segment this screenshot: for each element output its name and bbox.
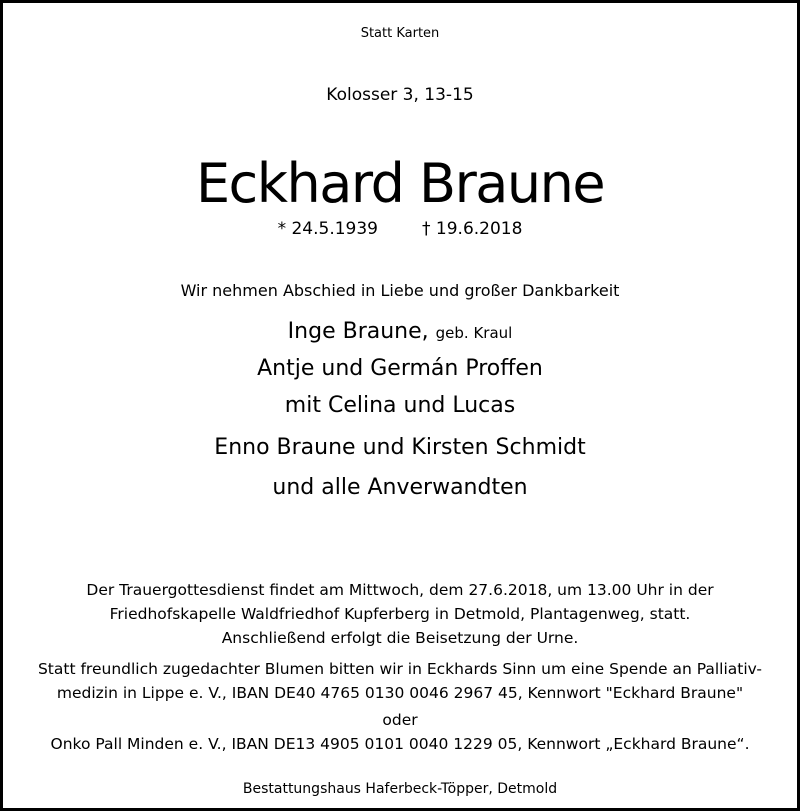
death-date: † 19.6.2018 (422, 219, 523, 239)
mourner-line: Enno Braune und Kirsten Schmidt (214, 435, 586, 460)
mourner-line: und alle Anverwandten (272, 475, 528, 500)
donation-info-line: Onko Pall Minden e. V., IBAN DE13 4905 0101 0040 1229 05, Kennwort „Eckhard Braune“. (50, 735, 750, 753)
donation-info-line: Statt freundlich zugedachter Blumen bitten wir in Eckhards Sinn um eine Spende an Palliativ- (37, 660, 763, 678)
mourner-line: Antje und Germán Proffen (257, 356, 543, 381)
mourner-line: mit Celina und Lucas (284, 393, 516, 418)
donation-info-line: medizin in Lippe e. V., IBAN DE40 4765 0130 0046 2967 45, Kennwort "Eckhard Braune" (56, 684, 744, 702)
statt-karten-note: Statt Karten (360, 26, 440, 41)
service-info-line: Anschließend erfolgt die Beisetzung der Urne. (221, 629, 579, 647)
mourner-line (3, 321, 797, 343)
donation-or: oder (382, 711, 418, 729)
mourner-name: Inge Braune, (287, 319, 429, 344)
service-info-line: Der Trauergottesdienst findet am Mittwoch, dem 27.6.2018, um 13.00 Uhr in der (86, 581, 714, 599)
funeral-home: Bestattungshaus Haferbeck-Töpper, Detmold (242, 781, 558, 797)
service-info-line: Friedhofskapelle Waldfriedhof Kupferberg in Detmold, Plantagenweg, statt. (109, 605, 691, 623)
bible-verse-reference: Kolosser 3, 13-15 (326, 85, 474, 105)
farewell-statement: Wir nehmen Abschied in Liebe und großer Dankbarkeit (180, 281, 620, 300)
mourner-maiden-name: geb. Kraul (435, 324, 513, 342)
birth-date: * 24.5.1939 (277, 219, 378, 239)
deceased-name: Eckhard Braune (195, 152, 605, 215)
life-dates (3, 221, 797, 238)
